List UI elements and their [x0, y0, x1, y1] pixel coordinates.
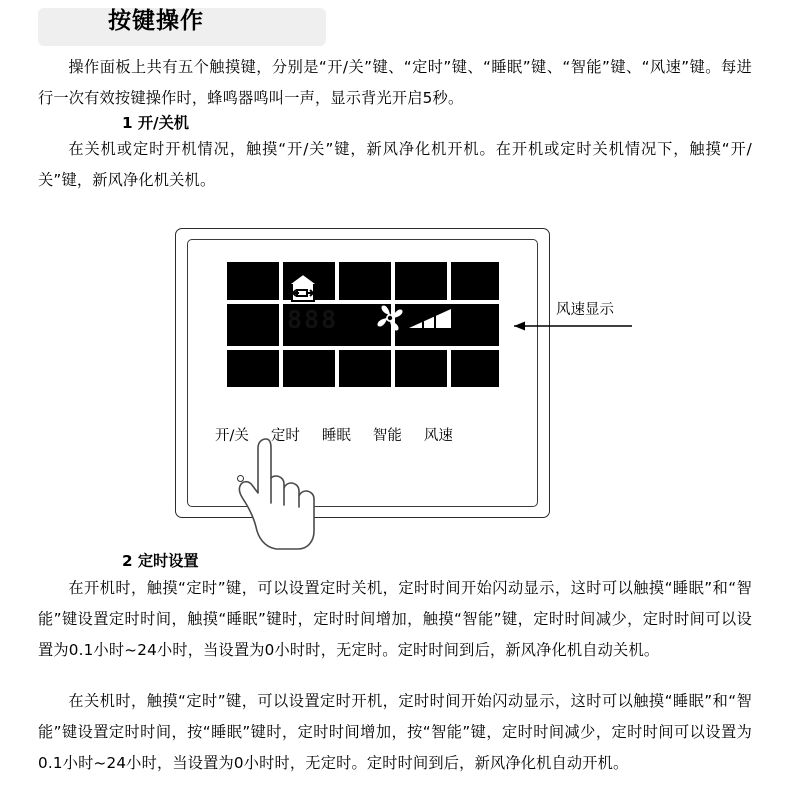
key-smart[interactable]: 智能	[372, 428, 402, 444]
section2-paragraph-2: 在关机时，触摸“定时”键，可以设置定时开机，定时时间开始闪动显示，这时可以触摸“睡眠”和“智能”键设置定时时间，按“睡眠”键时，定时时间增加，按“智能”键，定时时间减少，定时时间可以设置为0.1小时~24小时，当设置为0小时时，无定时。定时时间到后，新风净化机自动开机。	[38, 692, 752, 772]
house-icon	[286, 273, 320, 303]
key-fanspeed[interactable]: 风速	[423, 428, 453, 444]
callout-label-fanspeed: 风速显示	[556, 302, 614, 318]
pointing-hand-icon	[236, 437, 322, 551]
page-title: 按键操作	[108, 8, 204, 34]
key-power[interactable]: 开/关	[215, 428, 249, 444]
fan-icon	[375, 303, 405, 333]
section1-paragraph: 在关机或定时开机情况，触摸“开/关”键，新风净化机开机。在开机或定时关机情况下，触摸“开/关”键，新风净化机关机。	[38, 140, 752, 189]
section1-heading: 1 开/关机	[122, 114, 189, 132]
signal-bars-icon	[407, 308, 453, 330]
intro-paragraph: 操作面板上共有五个触摸键，分别是“开/关”键、“定时”键、“睡眠”键、“智能”键、“风速”键。每进行一次有效按键操作时，蜂鸣器鸣叫一声，显示背光开启5秒。	[38, 58, 752, 107]
key-timer[interactable]: 定时	[270, 428, 300, 444]
key-sleep[interactable]: 睡眠	[321, 428, 351, 444]
section2-heading: 2 定时设置	[122, 552, 199, 570]
lcd-display	[227, 262, 499, 387]
control-panel-illustration	[175, 228, 550, 518]
section2-paragraph-1: 在开机时，触摸“定时”键，可以设置定时关机，定时时间开始闪动显示，这时可以触摸“睡眠”和“智能”键设置定时时间，触摸“睡眠”键时，定时时间增加，触摸“智能”键，定时时间减少，定时时间可以设置为0.1小时~24小时，当设置为0小时时，无定时。定时时间到后，新风净化机自动关机。	[38, 579, 752, 659]
timer-digits: 888	[287, 305, 339, 334]
callout-leader-line	[500, 318, 632, 332]
